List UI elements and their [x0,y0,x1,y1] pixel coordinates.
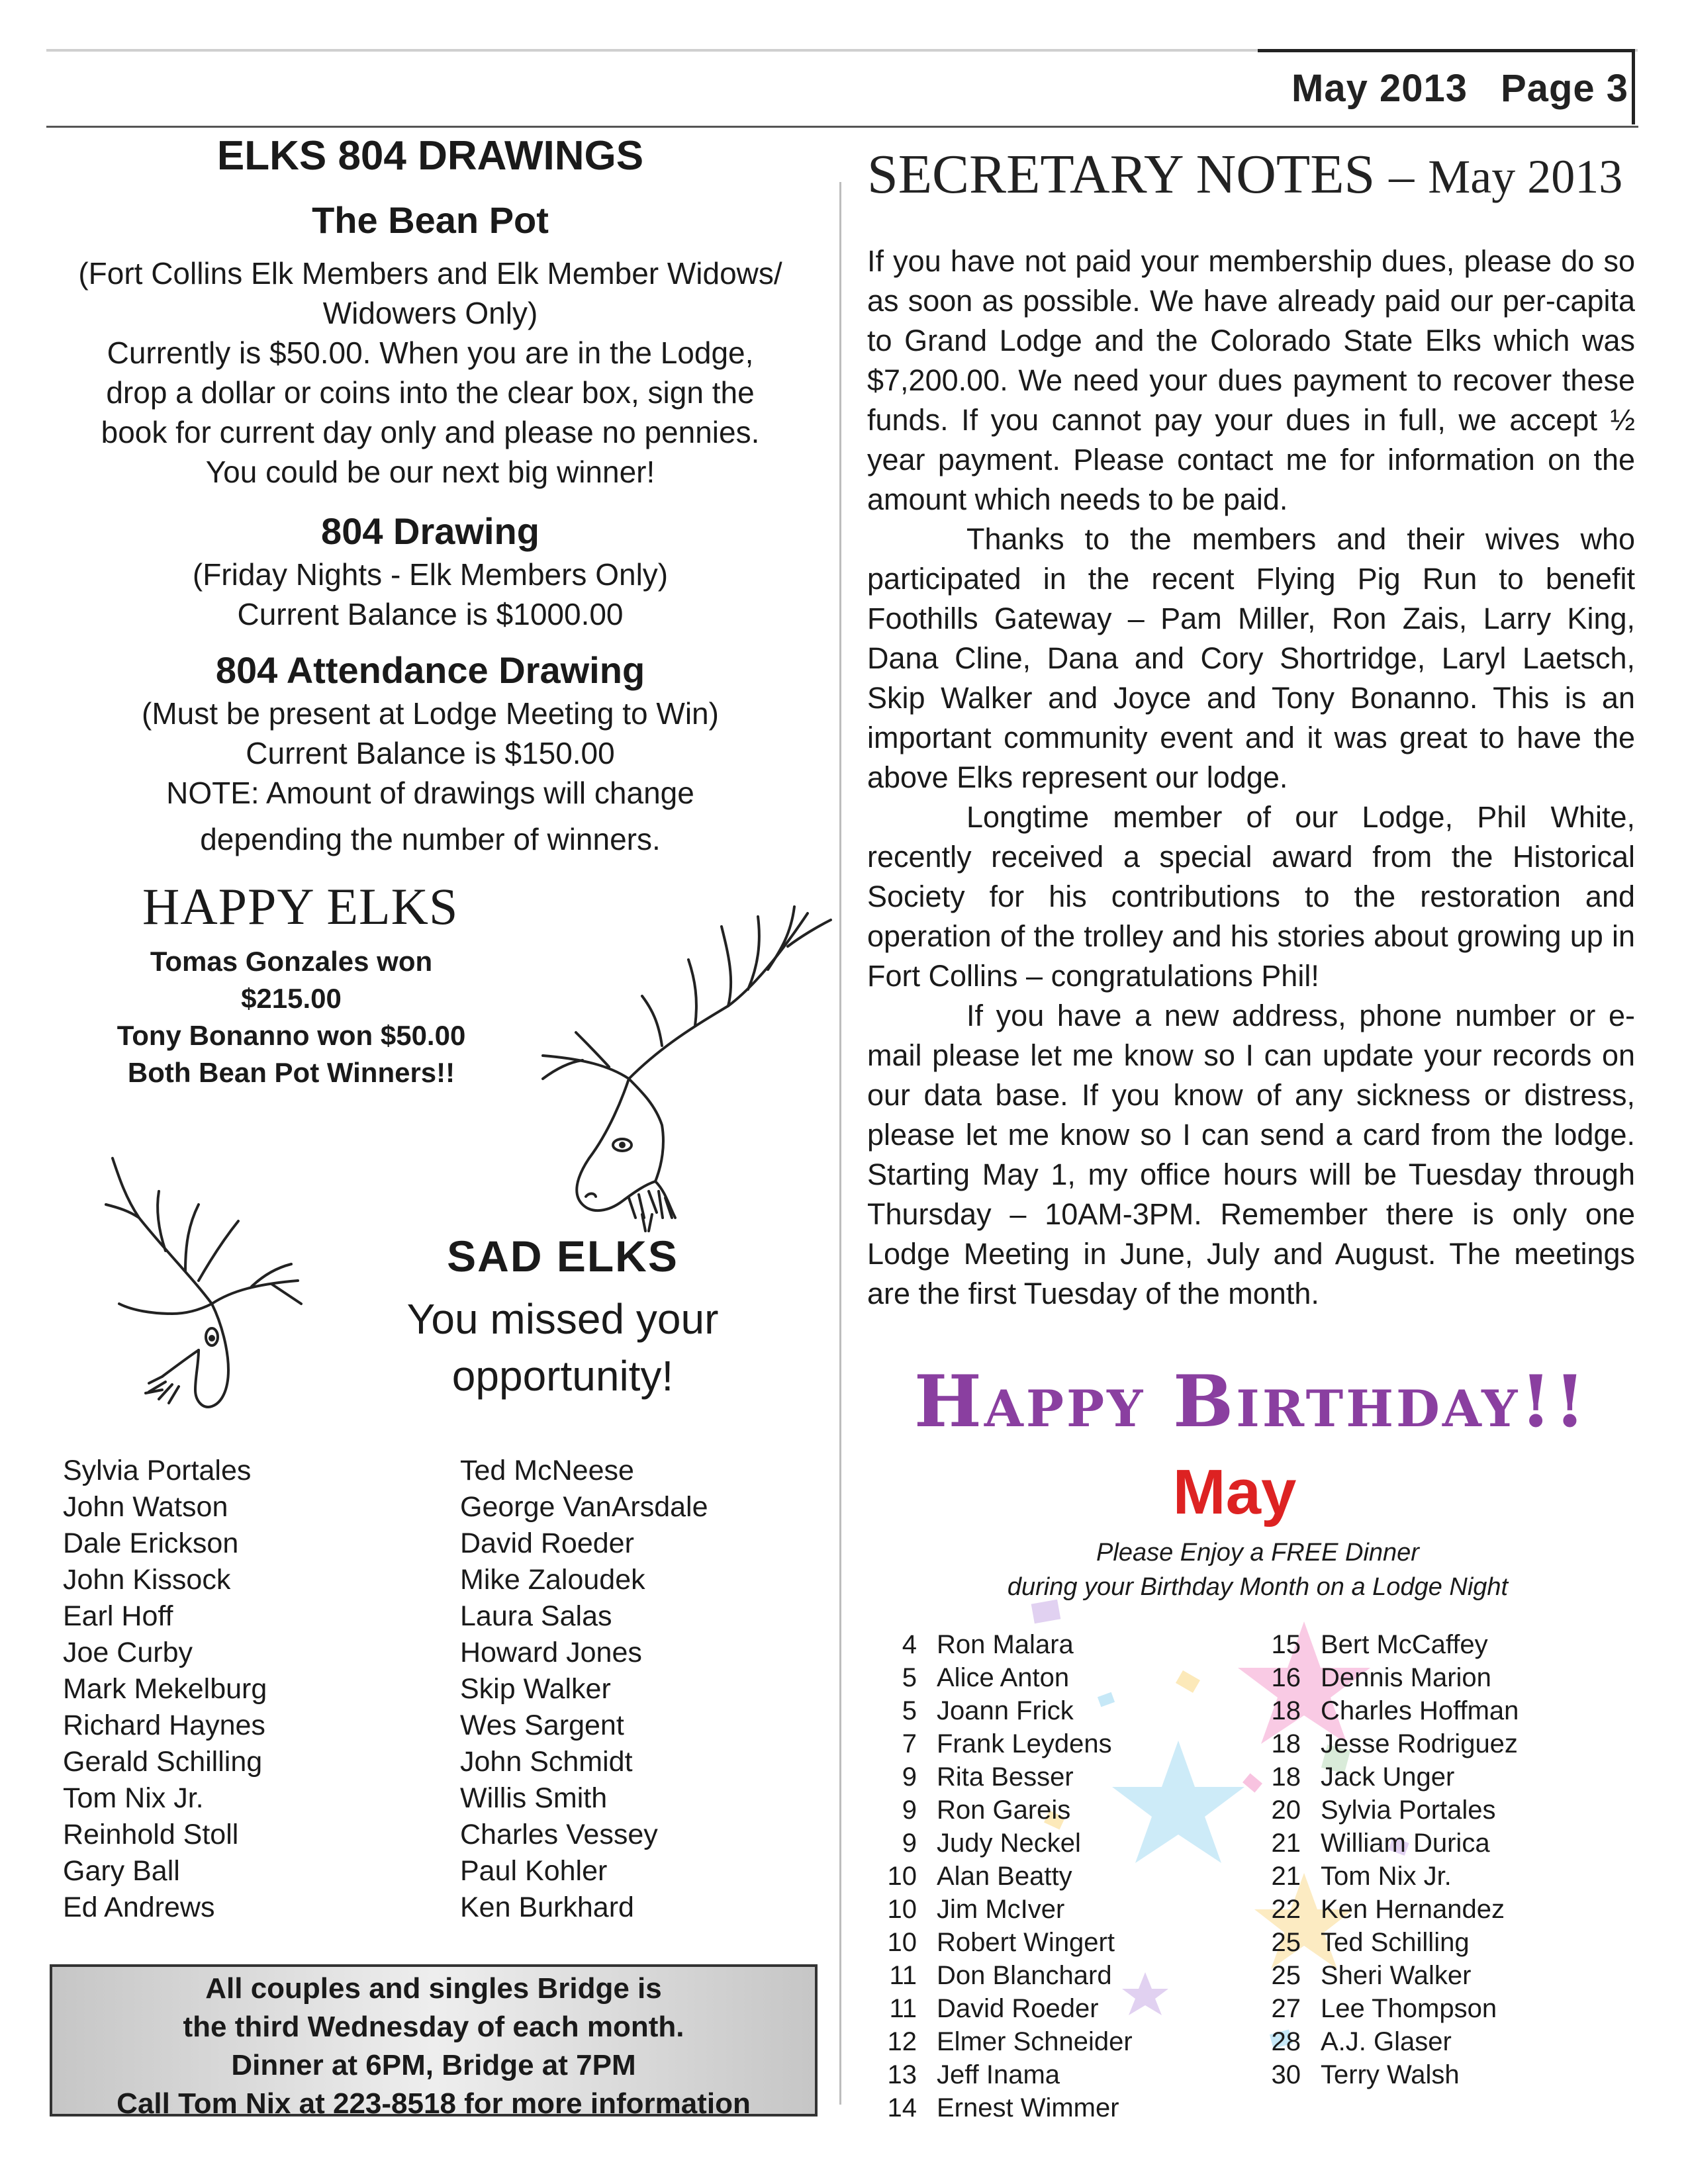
sad-elks-names-right [460,1453,708,1926]
drawing-804-line: (Friday Nights - Elk Members Only) [192,557,669,592]
birthday-row [1261,1992,1519,2025]
birthday-name: Jeff Inama [937,2060,1060,2089]
bridge-line: All couples and singles Bridge is [205,1972,662,2005]
bean-pot-title: The Bean Pot [312,199,549,241]
birthday-row [877,1893,1133,1926]
birthday-day: 27 [1271,1994,1301,2023]
winner-line: $215.00 [241,983,342,1014]
secretary-paragraph: Longtime member of our Lodge, Phil White, recently received a special award from the Historical Society for his contributions to the restoration and operation of the trolley and his stories about growing up in Fort Collins – congratulations Phil! [867,800,1635,993]
list-item: John Kissock [63,1564,231,1596]
list-item: John Watson [63,1491,228,1523]
birthday-name: Sylvia Portales [1321,1796,1496,1825]
birthday-day: 15 [1271,1630,1301,1659]
birthday-name: Tom Nix Jr. [1321,1862,1452,1891]
birthday-name: Rita Besser [937,1762,1074,1792]
birthday-name: Ernest Wimmer [937,2093,1119,2122]
birthday-day: 9 [902,1796,917,1825]
birthday-row [877,1959,1133,1992]
attendance-drawing-text [53,694,808,859]
list-item: Ted McNeese [460,1455,634,1486]
birthday-row [877,2091,1133,2124]
page-header [1291,66,1628,111]
secretary-paragraph: If you have not paid your membership dues, please do so as soon as possible. We have already paid our per-capita to Grand Lodge and the Colorado State Elks which was $7,200.00. We need your dues payment to recover these funds. If you cannot pay your dues in full, we accept ½ year payment. Please contact me for information on the amount which needs to be paid. [867,244,1635,516]
birthday-name: Jack Unger [1321,1762,1455,1792]
sad-elks-names-left [63,1453,267,1926]
drawing-804-line: Current Balance is $1000.00 [237,597,624,631]
birthday-name: Ken Hernandez [1321,1895,1505,1924]
birthday-day: 25 [1271,1928,1301,1957]
sad-elks-title: SAD ELKS [447,1232,679,1281]
birthday-row [1261,1926,1519,1959]
birthday-day: 12 [887,2027,917,2056]
birthday-name: Robert Wingert [937,1928,1115,1957]
birthday-name: Alice Anton [937,1663,1070,1692]
birthday-row [877,2058,1133,2091]
birthday-note-line: during your Birthday Month on a Lodge Night [1007,1573,1509,1601]
birthday-name: Lee Thompson [1321,1994,1497,2023]
header-date: May 2013 [1291,67,1468,110]
drawing-804-text [53,555,808,634]
list-item: Gary Ball [63,1855,180,1887]
list-item: Laura Salas [460,1600,612,1632]
birthday-day: 4 [902,1630,917,1659]
birthday-row [877,1661,1133,1694]
birthday-row [877,2025,1133,2058]
birthday-row [877,1727,1133,1760]
birthday-row [877,1992,1133,2025]
birthday-note-line: Please Enjoy a FREE Dinner [1096,1539,1419,1567]
bridge-line: the third Wednesday of each month. [183,2011,684,2043]
birthday-row [1261,1794,1519,1827]
birthday-list-right [1261,1628,1519,2091]
birthday-day: 7 [902,1729,917,1758]
winner-line: Tomas Gonzales won [150,946,433,977]
birthday-day: 9 [902,1762,917,1792]
birthday-day: 18 [1271,1762,1301,1792]
birthday-day: 5 [902,1696,917,1725]
birthday-row [1261,1661,1519,1694]
birthday-day: 25 [1271,1961,1301,1990]
birthday-row [877,1794,1133,1827]
birthday-day: 16 [1271,1663,1301,1692]
birthday-day: 18 [1271,1696,1301,1725]
elk-head-illustration-right [530,880,834,1238]
birthday-name: Frank Leydens [937,1729,1112,1758]
bean-pot-line: (Fort Collins Elk Members and Elk Member Widows/ [78,256,782,291]
birthday-row [877,1860,1133,1893]
birthday-name: Judy Neckel [937,1829,1081,1858]
secretary-notes-body [867,242,1635,1314]
bridge-line: Call Tom Nix at 223-8518 for more information [117,2087,751,2120]
list-item: Tom Nix Jr. [63,1782,204,1814]
list-item: Mike Zaloudek [460,1564,645,1596]
column-divider [839,182,841,2105]
birthday-name: Alan Beatty [937,1862,1072,1891]
birthday-name: William Durica [1321,1829,1490,1858]
birthday-name: Charles Hoffman [1321,1696,1519,1725]
bridge-line: Dinner at 6PM, Bridge at 7PM [231,2049,636,2081]
birthday-name: Ted Schilling [1321,1928,1470,1957]
winner-line: Tony Bonanno won $50.00 [117,1020,466,1051]
birthday-name: Terry Walsh [1321,2060,1460,2089]
attendance-line: depending the number of winners. [200,822,661,856]
bean-pot-line: You could be our next big winner! [205,455,655,489]
birthday-row [1261,1860,1519,1893]
birthday-day: 5 [902,1663,917,1692]
birthday-name: A.J. Glaser [1321,2027,1452,2056]
list-item: Mark Mekelburg [63,1673,267,1705]
bean-pot-line: Currently is $50.00. When you are in the Lodge, [107,336,754,370]
title-dash: – [1389,148,1415,204]
happy-elks-title: HAPPY ELKS [142,878,459,935]
sad-elks-subtitle [371,1291,755,1404]
birthday-row [1261,1959,1519,1992]
birthday-day: 13 [887,2060,917,2089]
birthday-list-left [877,1628,1133,2124]
birthday-row [1261,2058,1519,2091]
bean-pot-line: book for current day only and please no pennies. [101,415,760,449]
secretary-notes-heading: SECRETARY NOTES [867,144,1376,205]
birthday-row [1261,1694,1519,1727]
birthday-note [927,1535,1589,1604]
list-item: Dale Erickson [63,1527,239,1559]
list-item: Joe Curby [63,1637,193,1668]
birthday-name: Ron Malara [937,1630,1074,1659]
birthday-day: 21 [1271,1862,1301,1891]
birthday-row [877,1760,1133,1794]
secretary-paragraph: If you have a new address, phone number or e-mail please let me know so I can update your records on our data base. If you know of any sickness or distress, please let me know so I can send a card from the lodge. Starting May 1, my office hours will be Tuesday through Thursday – 10AM-3PM. Remember there is only one Lodge Meeting in June, July and August. The meetings are the first Tuesday of the month. [867,999,1635,1310]
birthday-day: 11 [889,1961,917,1990]
bean-pot-text [53,253,808,492]
attendance-line: (Must be present at Lodge Meeting to Win) [142,696,719,731]
attendance-line: Current Balance is $150.00 [246,736,615,770]
list-item: Charles Vessey [460,1819,658,1850]
birthday-name: Don Blanchard [937,1961,1112,1990]
birthday-row [1261,2025,1519,2058]
elk-head-illustration-left [99,1138,311,1430]
bean-pot-line: drop a dollar or coins into the clear box, sign the [106,375,755,410]
birthday-name: Jim McIver [937,1895,1065,1924]
birthday-row [1261,1727,1519,1760]
birthday-day: 20 [1271,1796,1301,1825]
list-item: Gerald Schilling [63,1746,263,1778]
list-item: Willis Smith [460,1782,608,1814]
list-item: Paul Kohler [460,1855,608,1887]
drawing-804-title: 804 Drawing [321,510,539,552]
birthday-day: 22 [1271,1895,1301,1924]
list-item: Richard Haynes [63,1709,265,1741]
list-item: Ed Andrews [63,1891,215,1923]
list-item: Reinhold Stoll [63,1819,239,1850]
list-item: Howard Jones [460,1637,642,1668]
birthday-row [877,1694,1133,1727]
header-page-number: Page 3 [1501,67,1628,110]
birthday-name: Dennis Marion [1321,1663,1491,1692]
secretary-notes-date: May 2013 [1428,150,1623,203]
list-item: George VanArsdale [460,1491,708,1523]
list-item: Wes Sargent [460,1709,624,1741]
list-item: Ken Burkhard [460,1891,634,1923]
birthday-day: 11 [889,1994,917,2023]
attendance-drawing-title: 804 Attendance Drawing [215,649,645,691]
birthday-row [877,1628,1133,1661]
birthday-day: 10 [887,1928,917,1957]
birthday-row [1261,1760,1519,1794]
birthday-day: 21 [1271,1829,1301,1858]
birthday-day: 14 [887,2093,917,2122]
header-bottom-rule [46,126,1638,128]
birthday-day: 18 [1271,1729,1301,1758]
birthday-day: 28 [1271,2027,1301,2056]
happy-elks-winners [86,943,496,1091]
list-item: Earl Hoff [63,1600,173,1632]
sad-elks-subtitle-line: opportunity! [451,1352,674,1400]
birthday-row [877,1827,1133,1860]
list-item: David Roeder [460,1527,634,1559]
birthday-row [1261,1827,1519,1860]
list-item: Skip Walker [460,1673,611,1705]
list-item: John Schmidt [460,1746,633,1778]
drawings-title: ELKS 804 DRAWINGS [216,133,644,179]
birthday-name: David Roeder [937,1994,1099,2023]
birthday-name: Sheri Walker [1321,1961,1472,1990]
sad-elks-subtitle-line: You missed your [406,1295,719,1343]
birthday-row [1261,1893,1519,1926]
secretary-notes-title [867,142,1635,206]
birthday-name: Joann Frick [937,1696,1074,1725]
happy-birthday-title: Happy Birthday!! [914,1360,1589,1443]
attendance-line: NOTE: Amount of drawings will change [166,776,694,810]
winner-line: Both Bean Pot Winners!! [127,1057,455,1088]
birthday-name: Jesse Rodriguez [1321,1729,1518,1758]
birthday-day: 9 [902,1829,917,1858]
list-item: Sylvia Portales [63,1455,252,1486]
secretary-paragraph: Thanks to the members and their wives who participated in the recent Flying Pig Run to benefit Foothills Gateway – Pam Miller, Ron Zais, Larry King, Dana Cline, Dana and Cory Shortridge, Laryl Laetsch, Skip Walker and Joyce and Tony Bonanno. This is an important community event and it was great to have the above Elks represent our lodge. [867,522,1635,794]
bridge-announcement-box [50,1964,818,2120]
birthday-row [1261,1628,1519,1661]
birthday-name: Ron Gareis [937,1796,1071,1825]
birthday-name: Elmer Schneider [937,2027,1133,2056]
birthday-month: May [1172,1457,1297,1527]
birthday-name: Bert McCaffey [1321,1630,1488,1659]
birthday-day: 30 [1271,2060,1301,2089]
bean-pot-line: Widowers Only) [322,296,538,330]
birthday-row [877,1926,1133,1959]
birthday-day: 10 [887,1895,917,1924]
birthday-day: 10 [887,1862,917,1891]
